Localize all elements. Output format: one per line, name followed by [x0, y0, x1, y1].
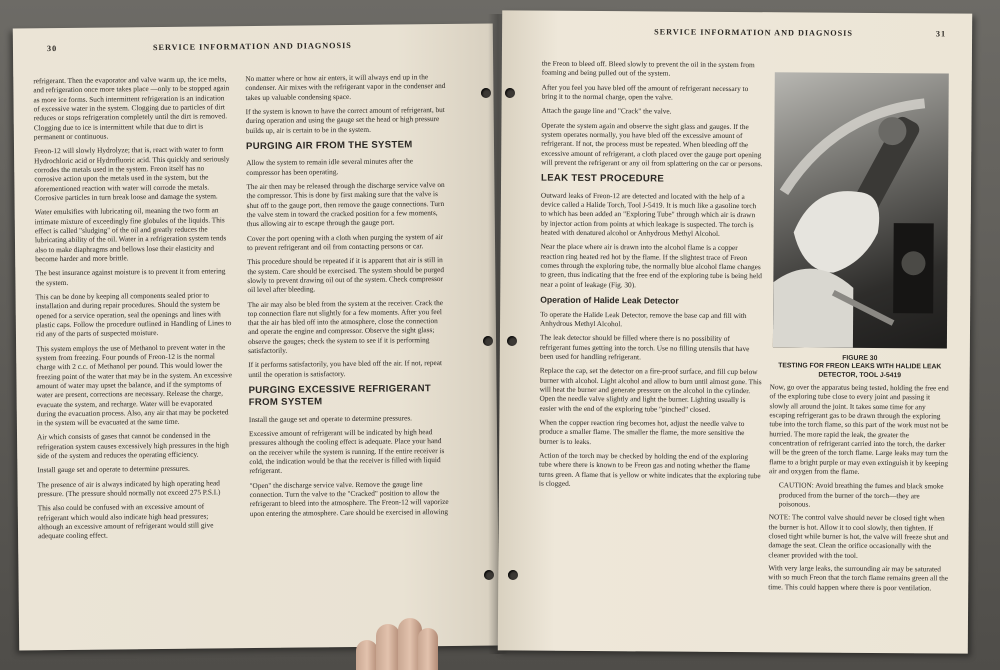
- paragraph: Excessive amount of refrigerant will be indicated by high head pressures although the cooling effect is adequate. Place your hand on the receiver while the system is running. If the entire receiver is cold, the indication would be that the receiver is filled with liquid refrigerant.: [248, 427, 445, 476]
- paragraph: Replace the cap, set the detector on a fire-proof surface, and fill cup below burner with alcohol. Light alcohol and allow to burn until almost gone. This will heat the burner and generate pressure on the alcohol in the cylinder. Open the needle valve slightly and light the burner. Lighting usually is easier with the end of the exploring tube "pinched" closed.: [539, 366, 762, 414]
- right-column-2: [768, 382, 949, 597]
- left-page-number: 30: [46, 44, 58, 54]
- paragraph: the Freon to bleed off. Bleed slowly to prevent the oil in the system from foaming and being pulled out of the system.: [541, 58, 755, 78]
- paragraph: The presence of air is always indicated by high operating head pressure. (The pressure should normally not exceed 275 P.S.I.): [37, 478, 221, 499]
- section-heading-purging-excess: PURGING EXCESSIVE REFRIGERANT FROM SYSTEM: [248, 383, 432, 409]
- paragraph: Freon-12 will slowly Hydrolyze; that is, react with water to form Hydrochloric acid or Hydrofluoric acid. This quickly and seriously corrodes the metals used in the system. Freon itself has no corrosive action upon the metals used in the system, but the aforementioned reaction with water will corrode the metals. Corrosive particles in turn break loose and damage the system.: [33, 144, 230, 203]
- paragraph: This also could be confused with an excessive amount of refrigerant which would also indicate high head pressures; although an excessive amount of refrigerant would still give adequate cooling effect.: [37, 502, 214, 541]
- paragraph: When the copper reaction ring becomes hot, adjust the needle valve to produce a smaller flame. The smaller the flame, the more sensitive the burner is to leaks.: [539, 417, 745, 446]
- paragraph: "Open" the discharge service valve. Remove the gauge line connection. Turn the valve to the "Cracked" position to allow the refrigerant to bleed into the atmosphere. The Freon-12 will vaporize upon entering the atmosphere. Care should be exercised in allowing: [249, 478, 449, 518]
- binder-hole: [484, 570, 494, 580]
- paragraph: With very large leaks, the surrounding air may be saturated with so much Freon that the torch flame remains green all the time. This could happen where there is poor ventilation.: [768, 563, 949, 592]
- right-page-number: 31: [935, 29, 947, 39]
- paragraph: No matter where or how air enters, it will always end up in the condenser. Air mixes with the refrigerant vapor in the condenser and takes up valuable condensing space.: [245, 72, 446, 102]
- left-column-1: [33, 74, 234, 546]
- section-heading-leak-test: LEAK TEST PROCEDURE: [541, 172, 665, 185]
- binder-hole: [481, 88, 491, 98]
- paragraph: If the system is known to have the correct amount of refrigerant, but during operation and using the gauge set the head or high pressure builds up, air is certain to be in the system.: [245, 104, 445, 135]
- figure-caption-text: TESTING FOR FREON LEAKS WITH HALIDE LEAK DETECTOR, TOOL J-5419: [778, 362, 942, 380]
- paragraph: To operate the Halide Leak Detector, remove the base cap and fill with Anhydrous Methyl Alcohol.: [540, 309, 747, 329]
- paragraph: This procedure should be repeated if it is apparent that air is still in the system. Care should be exercised. The system should be purged slowly to prevent drawing oil out of the system. Check compressor oil level after bleeding.: [247, 255, 445, 295]
- paragraph: Air which consists of gases that cannot be condensed in the refrigeration system causes excessively high pressures in the high side of the system and reduces the operating efficiency.: [36, 430, 229, 461]
- paragraph: The leak detector should be filled where there is no possibility of refrigerant fumes getting into the torch. Use no filling utensils that have been used for handling refrigerant.: [539, 333, 750, 362]
- paragraph: Near the place where air is drawn into the alcohol flame is a copper reaction ring heated red hot by the flame. If the slightest trace of Freon comes through the exploring tube, the normally blue alcohol flame changes to green, thus indicating that the free end of the exploring tube is being held near a point of leakage (Fig. 30).: [540, 241, 762, 289]
- paragraph: This can be done by keeping all components sealed prior to installation and during repair procedures. Should the system be opened for a service operation, seal the openings and lines with plastic caps. Follow the procedure outlined in Handling of Lines to rid any of the parts of suspected moisture.: [35, 290, 232, 339]
- binder-hole: [507, 336, 517, 346]
- paragraph: After you feel you have bled off the amount of refrigerant necessary to bring it to the normal charge, open the valve.: [541, 82, 749, 102]
- figure-label: FIGURE 30: [842, 354, 878, 362]
- paragraph: Action of the torch may be checked by holding the end of the exploring tube where there is known to be Freon gas and noting whether the flame turns green. A flame that is yellow or white indicates that the exploring tube is clogged.: [538, 450, 761, 488]
- paragraph: Install the gauge set and operate to determine pressures.: [248, 413, 413, 424]
- right-page: [498, 10, 972, 653]
- paragraph: Allow the system to remain idle several minutes after the compressor has been operating.: [246, 156, 413, 177]
- paragraph: The best insurance against moisture is to prevent it from entering the system.: [35, 266, 226, 287]
- paragraph: Water emulsifies with lubricating oil, meaning the two form an intimate mixture of exceedingly fine globules of the liquids. This effect is called "sludging" of the oil and greatly reduces the lubricating ability of the oil. Water in a refrigeration system tends also to make diaphragms and bellows lose their elasticity and become harder and more brittle.: [34, 205, 227, 264]
- paragraph: If it performs satisfactorily, you have bled off the air. If not, repeat until the operation is satisfactory.: [248, 358, 443, 379]
- paragraph: Attach the gauge line and "Crack" the valve.: [541, 105, 672, 116]
- hand-fingers: [356, 614, 436, 670]
- subsection-heading-halide: Operation of Halide Leak Detector: [540, 294, 679, 306]
- paragraph: Now, go over the apparatus being tested, holding the free end of the exploring tube close to every joint and passing it slowly all around the joint. It takes some time for any escaping refrigerant gas to be drawn through the exploring tube into the torch flame, so this part of the work must not be hurried. The more rapid the leak, the greater the concentration of refrigerant carried into the torch, the darker will be the green of the torch flame. Large leaks may turn the flame to a bright purple or may even extinguish it by keeping air and oxygen from the flame.: [769, 382, 949, 476]
- left-page-header: [33, 40, 473, 57]
- binder-hole: [505, 88, 515, 98]
- paragraph: Install gauge set and operate to determine pressures.: [37, 464, 190, 475]
- paragraph: Outward leaks of Freon-12 are detected and located with the help of a device called a Halide Torch, Tool J-5419. It is much like a gasoline torch to which has been added an "Exploring Tube" through which air is drawn by injector action from points at which leakage is suspected. The torch is heated with denatured alcohol or Anhydrous Methyl Alcohol.: [540, 190, 757, 238]
- paragraph: The air may also be bled from the system at the receiver. Crack the top connection flare nut slightly for a few moments. After you feel that the air has bled off into the atmosphere, close the connection and operate the engine and compressor. Observe the sight glass; observe the gauges; check the system to see if it is performing satisfactorily.: [247, 297, 444, 356]
- paragraph: refrigerant. Then the evaporator and valve warm up, the ice melts, and refrigeration once more takes place —only to be stopped again as more ice forms. Such intermittent refrigeration is an indication of excessive water in the system. Clogging due to particles of dirt reduces or stops refrigeration completely until the dirt is removed. Clogging due to ice is intermittent while that due to dirt is permanent or continuous.: [33, 74, 230, 142]
- left-column-2: [245, 72, 450, 523]
- halide-torch-illustration: [773, 72, 949, 348]
- paragraph: Cover the port opening with a cloth when purging the system of air to prevent refrigerant and oil from contacting persons or car.: [246, 231, 444, 252]
- paragraph: This system employs the use of Methanol to prevent water in the system from freezing. Four pounds of Freon-12 is the normal charge with 2 c.c. of Methanol per pound. This would lower the freezing point of the water that may be in the system. An excessive amount of water may upset the balance, and if the symptoms of water are present, corrections are necessary. Release the charge, evacuate the system, and recharge. Water will be evaporated during the evacuation process. Also, any air that may be pocketed in the system will be evacuated at the same time.: [36, 341, 232, 428]
- binder-hole: [508, 570, 518, 580]
- right-page-header: [522, 27, 952, 42]
- left-page: [13, 24, 499, 651]
- section-heading-purging-air: PURGING AIR FROM THE SYSTEM: [245, 139, 413, 153]
- paragraph: The air then may be released through the discharge service valve on the compressor. This is done by first making sure that the valve is shut off to the gauge port, then remove the gauge connections. Turn the valve stem in toward the cracked position for a few moments, thus allowing air to escape through the gauge port.: [246, 179, 445, 229]
- left-page-title: SERVICE INFORMATION AND DIAGNOSIS: [152, 40, 352, 53]
- figure-caption: [773, 354, 947, 381]
- binder-hole: [483, 336, 493, 346]
- note-text: NOTE: The control valve should never be closed tight when the burner is hot. Allow it to cool slowly, then tighten. If closed tight while burner is hot, the valve will freeze shut and damage the seat. Clean the orifice occasionally with the cleaner provided with the tool.: [768, 512, 949, 560]
- figure-30-photo: [773, 72, 949, 348]
- paragraph: Operate the system again and observe the sight glass and gauges. If the system operates normally, you have bled off the excessive amount of refrigerant. If not, the process must be repeated. When bleeding off the excessive amount of refrigerant, a cloth placed over the gauge port opening will prevent the refrigerant or any oil from splattering on the car or persons.: [541, 120, 763, 169]
- right-page-title: SERVICE INFORMATION AND DIAGNOSIS: [654, 27, 853, 38]
- caution-note: CAUTION: Avoid breathing the fumes and black smoke produced from the burner of the torch—they are poisonous.: [778, 480, 944, 509]
- right-column-1: [539, 59, 764, 495]
